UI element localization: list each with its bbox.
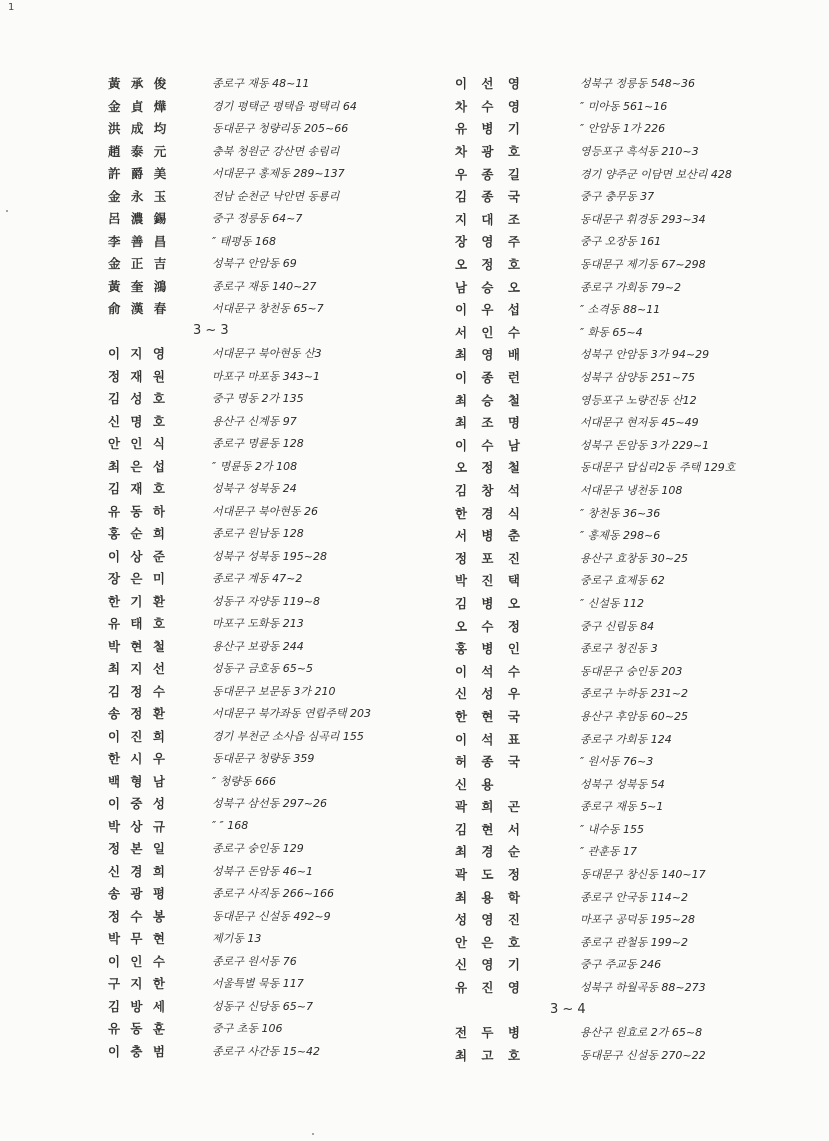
person-address: 성동구 금호동 65~5 (212, 662, 313, 676)
person-address: 마포구 마포동 343~1 (212, 369, 320, 383)
person-name: 곽 도 정 (455, 867, 525, 883)
person-name: 김 현 서 (455, 821, 525, 837)
roster-entry (455, 185, 815, 208)
roster-entry (108, 95, 428, 118)
person-address: 용산구 효창동 30~25 (580, 551, 688, 565)
person-address: 용산구 보광동 244 (212, 639, 304, 653)
person-address: 서대문구 냉천동 108 (580, 483, 683, 497)
person-address: 서대문구 북아현동 산3 (212, 347, 322, 361)
person-name: 趙 泰 元 (108, 143, 170, 159)
roster-entry (108, 117, 428, 140)
person-name: 유 태 호 (108, 616, 168, 632)
person-name: 박 진 택 (455, 573, 525, 589)
roster-entry (108, 747, 428, 770)
person-address: 동대문구 보문동 3가 210 (212, 684, 336, 698)
person-address: 서대문구 현저동 45~49 (580, 416, 699, 430)
roster-entry (455, 840, 815, 863)
roster-entry (108, 522, 428, 545)
roster-entry (455, 931, 815, 954)
person-address: 종로구 가회동 124 (580, 732, 672, 746)
person-name: 정 본 일 (108, 841, 168, 857)
person-name: 신 성 우 (455, 686, 525, 702)
person-address: 성북구 삼선동 297~26 (212, 797, 327, 811)
person-name: 허 종 국 (455, 754, 525, 770)
person-address: 동대문구 신설동 492~9 (212, 909, 331, 923)
person-name: 최 경 순 (455, 844, 525, 860)
person-name: 김 정 수 (108, 683, 168, 699)
person-address: 서대문구 북아현동 26 (212, 504, 318, 518)
person-name: 전 두 병 (455, 1025, 525, 1041)
person-address: 동대문구 창신동 140~17 (580, 868, 706, 882)
roster-entry (108, 342, 428, 365)
person-address: 용산구 후암동 60~25 (580, 709, 688, 723)
roster-entry (108, 680, 428, 703)
person-name: 金 貞 燁 (108, 98, 170, 114)
person-address: 경기 양주군 이담면 보산리 428 (580, 167, 732, 181)
person-name: 장 영 주 (455, 234, 525, 250)
roster-entry (455, 569, 815, 592)
roster-entry (455, 772, 815, 795)
roster-entry (455, 908, 815, 931)
person-name: 한 기 환 (108, 593, 168, 609)
roster-entry (455, 546, 815, 569)
person-name: 성 영 진 (455, 912, 525, 928)
person-name: 이 수 남 (455, 437, 525, 453)
person-name: 오 정 철 (455, 460, 525, 476)
person-address: ″ 신설동 112 (580, 596, 644, 610)
person-name: 오 정 호 (455, 257, 525, 273)
roster-entry (108, 162, 428, 185)
scan-speck (312, 1133, 314, 1135)
person-name: 지 대 조 (455, 211, 525, 227)
person-address: 중구 정릉동 64~7 (212, 212, 303, 226)
person-address: 성북구 삼양동 251~75 (580, 371, 695, 385)
person-address: 종로구 가회동 79~2 (580, 280, 681, 294)
person-address: 성북구 돈암동 3가 229~1 (580, 438, 710, 452)
person-address: ″ 원서동 76~3 (580, 755, 654, 769)
person-name: 송 광 평 (108, 886, 168, 902)
person-name: 한 경 식 (455, 505, 525, 521)
roster-entry (455, 321, 815, 344)
roster-entry (108, 725, 428, 748)
roster-entry (455, 863, 815, 886)
person-address: ″ 안암동 1가 226 (580, 122, 666, 136)
person-address: 마포구 도화동 213 (212, 617, 304, 631)
person-address: ″ 관훈동 17 (580, 845, 637, 859)
person-address: 중구 명동 2가 135 (212, 392, 304, 406)
person-name: 洪 成 均 (108, 121, 170, 137)
person-name: 송 정 환 (108, 706, 168, 722)
person-name: 서 인 수 (455, 324, 525, 340)
roster-entry (455, 953, 815, 976)
person-address: 성북구 성북동 24 (212, 482, 297, 496)
person-address: ″ 명륜동 2가 108 (212, 459, 298, 473)
person-name: 김 창 석 (455, 482, 525, 498)
roster-entry (455, 162, 815, 185)
person-address: 종로구 사직동 266~166 (212, 887, 334, 901)
person-name: 이 우 섭 (455, 302, 525, 318)
person-name: 김 방 세 (108, 998, 168, 1014)
roster-entry (108, 252, 428, 275)
person-name: 李 善 昌 (108, 233, 170, 249)
roster-entry (108, 410, 428, 433)
roster-entry (455, 343, 815, 366)
roster-entry (455, 1021, 815, 1044)
person-name: 黃 奎 鴻 (108, 278, 170, 294)
person-name: 김 재 호 (108, 481, 168, 497)
roster-entry (108, 432, 428, 455)
person-name: 안 은 호 (455, 934, 525, 950)
person-name: 최 용 학 (455, 889, 525, 905)
person-name: 신 경 희 (108, 863, 168, 879)
person-address: 종로구 청진동 3 (580, 642, 658, 656)
person-name: 김 병 오 (455, 595, 525, 611)
roster-entry (108, 702, 428, 725)
person-name: 최 영 배 (455, 347, 525, 363)
roster-entry (108, 72, 428, 95)
roster-entry (455, 230, 815, 253)
roster-entry (455, 637, 815, 660)
person-address: 동대문구 청량리동 205~66 (212, 122, 349, 136)
roster-entry (108, 905, 428, 928)
roster-entry (108, 972, 428, 995)
roster-entry (108, 455, 428, 478)
person-address: 용산구 신계동 97 (212, 414, 297, 428)
roster-entry (455, 614, 815, 637)
roster-entry (455, 659, 815, 682)
person-name: 유 병 기 (455, 121, 525, 137)
roster-entry (455, 750, 815, 773)
roster-entry (455, 298, 815, 321)
person-name: 이 충 범 (108, 1043, 168, 1059)
left-column (108, 72, 428, 1062)
person-name: 이 중 성 (108, 796, 168, 812)
roster-entry (108, 860, 428, 883)
person-address: 서대문구 창천동 65~7 (212, 302, 324, 316)
roster-entry (108, 567, 428, 590)
roster-entry (455, 885, 815, 908)
person-address: 성동구 신당동 65~7 (212, 999, 313, 1013)
roster-entry (455, 253, 815, 276)
person-address: 경기 평택군 평택읍 평택리 64 (212, 99, 357, 113)
person-address: 종로구 사간동 15~42 (212, 1044, 320, 1058)
roster-entry (455, 411, 815, 434)
person-address: 마포구 공덕동 195~28 (580, 913, 695, 927)
person-address: 전남 순천군 낙안면 동룡리 (212, 189, 340, 203)
person-address: 서대문구 북가좌동 연립주택 203 (212, 707, 371, 721)
roster-entry (108, 275, 428, 298)
roster-entry (455, 795, 815, 818)
person-address: 경기 부천군 소사읍 심곡리 155 (212, 729, 364, 743)
person-address: 성북구 안암동 3가 94~29 (580, 348, 710, 362)
roster-entry (108, 207, 428, 230)
person-address: 종로구 안국동 114~2 (580, 890, 688, 904)
person-address: 중구 초동 106 (212, 1022, 283, 1036)
person-name: 이 석 수 (455, 663, 525, 679)
person-address: 종로구 누하동 231~2 (580, 687, 688, 701)
person-address: 성동구 자양동 119~8 (212, 594, 320, 608)
roster-entry (455, 1044, 815, 1067)
person-address: 성북구 하월곡동 88~273 (580, 981, 706, 995)
person-name: 신 명 호 (108, 413, 168, 429)
roster-entry (108, 770, 428, 793)
roster-entry (455, 976, 815, 999)
person-name: 이 상 준 (108, 548, 168, 564)
person-name: 곽 희 곤 (455, 799, 525, 815)
roster-entry (108, 657, 428, 680)
person-name: 이 종 런 (455, 370, 525, 386)
roster-entry (455, 818, 815, 841)
person-name: 정 포 진 (455, 550, 525, 566)
roster-entry (455, 705, 815, 728)
person-address: 동대문구 신설동 270~22 (580, 1048, 706, 1062)
person-name: 유 동 훈 (108, 1021, 168, 1037)
person-name: 최 지 선 (108, 661, 168, 677)
roster-entry (108, 545, 428, 568)
person-address: 영등포구 노량진동 산12 (580, 393, 697, 407)
person-address: 동대문구 숭인동 203 (580, 664, 683, 678)
roster-entry (455, 95, 815, 118)
roster-entry (108, 995, 428, 1018)
person-name: 金 正 吉 (108, 256, 170, 272)
person-address: 중구 주교동 246 (580, 958, 662, 972)
person-address: ″ 홍제동 298~6 (580, 529, 661, 543)
right-column (455, 72, 815, 1066)
roster-entry (108, 1040, 428, 1063)
person-address: 동대문구 답십리2동 주택 129호 (580, 461, 736, 475)
person-name: 최 고 호 (455, 1047, 525, 1063)
person-address: 용산구 원효로 2가 65~8 (580, 1026, 703, 1040)
person-name: 박 상 규 (108, 818, 168, 834)
person-address: 성북구 돈암동 46~1 (212, 864, 313, 878)
person-name: 최 은 섭 (108, 458, 168, 474)
person-address: ″ 미아동 561~16 (580, 99, 668, 113)
roster-entry (455, 275, 815, 298)
person-address: 서울특별 묵동 117 (212, 977, 304, 991)
person-address: 성북구 성북동 54 (580, 777, 665, 791)
page-marker: 1 (8, 2, 15, 13)
roster-entry (108, 387, 428, 410)
person-name: 오 수 정 (455, 618, 525, 634)
person-name: 최 승 철 (455, 392, 525, 408)
roster-entry (108, 500, 428, 523)
person-name: 呂 濃 錫 (108, 211, 170, 227)
roster-entry (108, 635, 428, 658)
person-name: 한 시 우 (108, 751, 168, 767)
person-address: 종로구 원남동 128 (212, 527, 304, 541)
roster-entry (455, 366, 815, 389)
person-name: 안 인 식 (108, 436, 168, 452)
roster-entry (108, 477, 428, 500)
person-address: 성북구 안암동 69 (212, 257, 297, 271)
roster-entry (455, 592, 815, 615)
person-address: 서대문구 홍제동 289~137 (212, 167, 345, 181)
roster-entry (455, 479, 815, 502)
person-name: 박 무 현 (108, 931, 168, 947)
roster-entry (455, 456, 815, 479)
person-address: ″ 청량동 666 (212, 774, 276, 788)
roster-entry (455, 727, 815, 750)
person-address: 종로구 명륜동 128 (212, 437, 304, 451)
person-address: 종로구 계동 47~2 (212, 572, 303, 586)
person-address: 제기동 13 (212, 932, 262, 946)
roster-entry (108, 927, 428, 950)
person-name: 차 광 호 (455, 144, 525, 160)
section-heading: 3 ~ 4 (550, 1002, 586, 1018)
person-address: 종로구 숭인동 129 (212, 842, 304, 856)
roster-entry (455, 208, 815, 231)
person-address: ″ 태평동 168 (212, 234, 276, 248)
roster-entry (108, 590, 428, 613)
roster-entry (455, 501, 815, 524)
person-address: 동대문구 휘경동 293~34 (580, 212, 706, 226)
roster-entry (455, 140, 815, 163)
person-address: 종로구 원서동 76 (212, 954, 297, 968)
section-heading: 3 ~ 3 (193, 323, 229, 339)
roster-entry (108, 950, 428, 973)
person-name: 이 선 영 (455, 76, 525, 92)
person-address: ″ ″ 168 (212, 819, 249, 833)
person-name: 정 수 봉 (108, 908, 168, 924)
person-address: 충북 청원군 강산면 송림리 (212, 144, 340, 158)
person-name: 許 爵 美 (108, 166, 170, 182)
person-name: 유 진 영 (455, 980, 525, 996)
person-name: 최 조 명 (455, 415, 525, 431)
person-address: 중구 오장동 161 (580, 235, 662, 249)
person-name: 홍 병 인 (455, 641, 525, 657)
person-address: 종로구 재동 5~1 (580, 800, 664, 814)
roster-entry (455, 524, 815, 547)
scan-speck (6, 210, 8, 212)
roster-entry (455, 72, 815, 95)
person-name: 유 동 하 (108, 503, 168, 519)
person-name: 俞 漢 春 (108, 301, 170, 317)
person-name: 백 형 남 (108, 773, 168, 789)
person-address: ″ 화동 65~4 (580, 325, 643, 339)
person-address: 영등포구 흑석동 210~3 (580, 145, 699, 159)
person-address: 동대문구 제기동 67~298 (580, 258, 706, 272)
person-name: 신 영 기 (455, 957, 525, 973)
person-name: 구 지 한 (108, 976, 168, 992)
person-address: ″ 소격동 88~11 (580, 303, 661, 317)
person-address: 동대문구 청량동 359 (212, 752, 315, 766)
person-name: 이 석 표 (455, 731, 525, 747)
roster-entry (455, 682, 815, 705)
person-name: 홍 순 희 (108, 526, 168, 542)
person-address: 중구 충무동 37 (580, 190, 655, 204)
person-name: 우 종 길 (455, 166, 525, 182)
person-name: 서 병 춘 (455, 528, 525, 544)
person-address: 성북구 성북동 195~28 (212, 549, 327, 563)
roster-entry (108, 365, 428, 388)
roster-entry (108, 837, 428, 860)
roster-entry (108, 882, 428, 905)
person-name: 이 인 수 (108, 953, 168, 969)
person-address: 성북구 정릉동 548~36 (580, 77, 695, 91)
person-name: 장 은 미 (108, 571, 168, 587)
person-name: 이 지 영 (108, 346, 168, 362)
person-name: 정 재 원 (108, 368, 168, 384)
roster-entry (108, 1017, 428, 1040)
roster-entry (108, 185, 428, 208)
person-name: 차 수 영 (455, 98, 525, 114)
person-name: 신 용 (455, 776, 499, 792)
person-name: 黃 承 俊 (108, 76, 170, 92)
person-address: 중로구 효제동 62 (580, 574, 665, 588)
person-address: ″ 창천동 36~36 (580, 506, 661, 520)
person-address: 종로구 재동 48~11 (212, 77, 310, 91)
person-name: 한 현 국 (455, 708, 525, 724)
person-name: 이 진 희 (108, 728, 168, 744)
roster-entry (108, 230, 428, 253)
roster-entry (455, 117, 815, 140)
roster-entry (108, 297, 428, 320)
person-name: 김 성 호 (108, 391, 168, 407)
person-address: 종로구 재동 140~27 (212, 279, 317, 293)
person-name: 金 永 玉 (108, 188, 170, 204)
roster-entry (108, 140, 428, 163)
roster-entry (455, 388, 815, 411)
person-name: 김 종 국 (455, 189, 525, 205)
person-address: ″ 내수동 155 (580, 822, 644, 836)
roster-entry (455, 434, 815, 457)
roster-entry (108, 792, 428, 815)
person-address: 종로구 관철동 199~2 (580, 935, 688, 949)
roster-entry (108, 612, 428, 635)
person-name: 박 현 철 (108, 638, 168, 654)
person-address: 중구 신림동 84 (580, 619, 655, 633)
person-name: 남 승 오 (455, 279, 525, 295)
roster-entry (108, 815, 428, 838)
